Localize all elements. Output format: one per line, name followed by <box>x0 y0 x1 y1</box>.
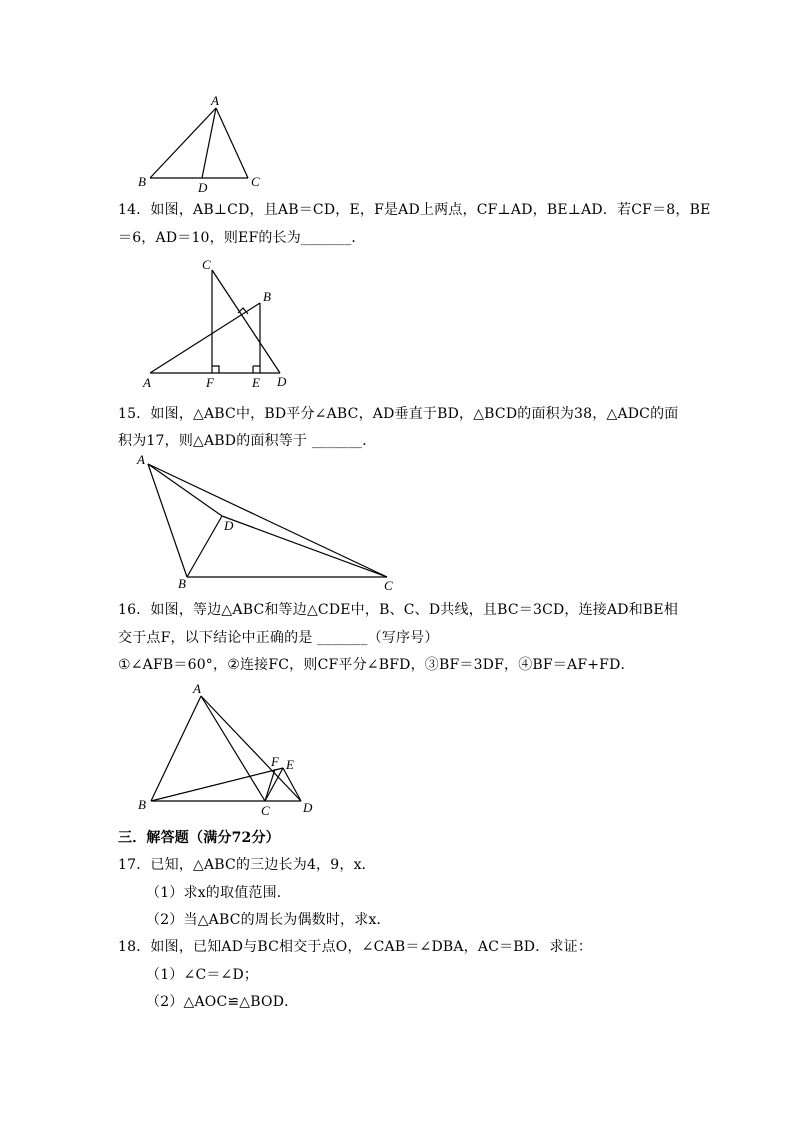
figure-q15 <box>132 450 412 595</box>
question-18-part-1: （1）∠C＝∠D； <box>146 967 259 983</box>
question-15-line-2: 积为17，则△ABD的面积等于 _______． <box>118 433 377 449</box>
point-label-c: C <box>261 803 270 818</box>
question-17-part-2: （2）当△ABC的周长为偶数时，求x． <box>146 912 391 928</box>
question-16-line-1: 16．如图，等边△ABC和等边△CDE中，B、C、D共线，且BC＝3CD，连接AD和BE相 <box>118 602 679 618</box>
point-label-f: F <box>271 754 279 769</box>
point-label-d: D <box>277 374 287 389</box>
point-label-a: A <box>143 375 151 390</box>
figure-triangle-abc-q13 <box>130 90 270 200</box>
point-label-c: C <box>202 257 211 272</box>
vertex-label-b: B <box>138 174 146 189</box>
figure-q16 <box>135 678 325 823</box>
question-14-line-1: 14．如图，AB⊥CD，且AB＝CD，E，F是AD上两点，CF⊥AD，BE⊥AD．若CF＝8，BE <box>118 202 711 218</box>
question-17-stem: 17．已知，△ABC的三边长为4，9，x． <box>118 857 376 873</box>
point-label-b: B <box>178 576 186 591</box>
question-15-line-1: 15．如图，△ABC中，BD平分∠ABC，AD垂直于BD，△BCD的面积为38，△ADC的面 <box>118 406 679 422</box>
question-14-line-2: ＝6，AD＝10，则EF的长为_______． <box>118 230 366 246</box>
question-18-part-2: （2）△AOC≌△BOD． <box>146 994 299 1010</box>
point-label-d: D <box>303 800 313 815</box>
figure-q14 <box>138 255 308 395</box>
section-3-heading: 三．解答题（满分72分） <box>118 830 280 846</box>
point-label-a: A <box>137 452 145 467</box>
point-label-f: F <box>206 375 214 390</box>
vertex-label-d: D <box>198 180 208 195</box>
question-18-stem: 18．如图，已知AD与BC相交于点O，∠CAB＝∠DBA，AC＝BD．求证： <box>118 939 593 955</box>
question-16-line-3: ①∠AFB＝60°，②连接FC，则CF平分∠BFD，③BF＝3DF，④BF＝AF+FD． <box>118 657 635 673</box>
point-label-b: B <box>138 797 146 812</box>
point-label-e: E <box>252 375 260 390</box>
question-16-line-2: 交于点F，以下结论中正确的是 _______（写序号） <box>118 630 439 646</box>
point-label-a: A <box>193 681 201 696</box>
question-17-part-1: （1）求x的取值范围． <box>146 885 292 901</box>
point-label-d: D <box>224 518 234 533</box>
vertex-label-a: A <box>211 93 219 108</box>
point-label-b: B <box>263 289 271 304</box>
vertex-label-c: C <box>251 174 260 189</box>
point-label-c: C <box>384 578 393 593</box>
point-label-e: E <box>286 757 294 772</box>
